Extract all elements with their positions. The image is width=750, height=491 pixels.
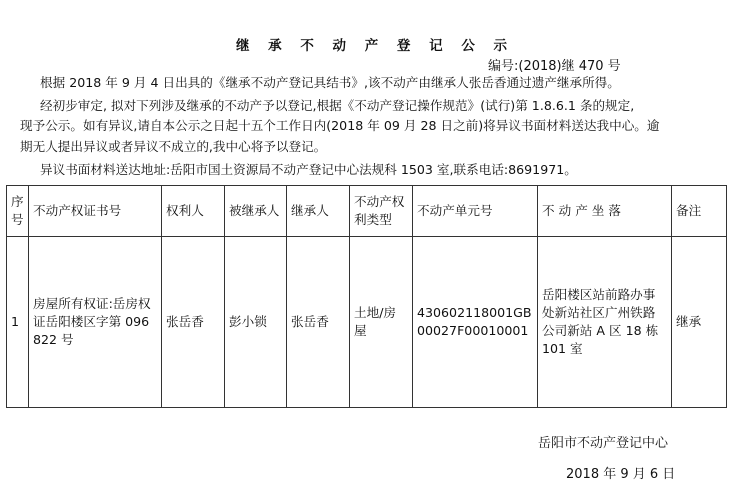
header-right-holder: 权利人 [162,186,225,237]
paragraph-no-objection: 期无人提出异议或者异议不成立的,我中心将予以登记。 [20,139,327,154]
cell-right-holder: 张岳香 [162,237,225,408]
paragraph-address: 异议书面材料送达地址:岳阳市国土资源局不动产登记中心法规科 1503 室,联系电话:8691971。 [40,162,577,177]
paragraph-objection: 现予公示。如有异议,请自本公示之日起十五个工作日内(2018 年 09 月 28 日之前)将异议书面材料送达我中心。逾 [20,118,660,133]
paragraph-basis: 根据 2018 年 9 月 4 日出具的《继承不动产登记具结书》,该不动产由继承人张岳香通过遗产继承所得。 [40,75,620,90]
table-row [7,237,727,408]
cell-decedent: 彭小锁 [225,237,287,408]
header-heir: 继承人 [287,186,350,237]
header-index: 序号 [7,186,29,237]
notice-title: 继 承 不 动 产 登 记 公 示 [235,38,515,54]
issuing-organization: 岳阳市不动产登记中心 [538,436,669,451]
cell-location: 岳阳楼区站前路办事处新站社区广州铁路公司新站 A 区 18 栋 101 室 [538,237,672,408]
document-number: 编号:(2018)继 470 号 [488,59,621,74]
cell-right-type: 土地/房屋 [350,237,413,408]
cell-index: 1 [7,237,29,408]
cell-heir: 张岳香 [287,237,350,408]
header-remark: 备注 [672,186,727,237]
issue-date: 2018 年 9 月 6 日 [566,467,676,482]
cell-remark: 继承 [672,237,727,408]
header-location: 不 动 产 坐 落 [538,186,672,237]
header-decedent: 被继承人 [225,186,287,237]
cell-unit-number: 430602118001GB00027F00010001 [413,237,538,408]
registration-table [6,185,727,408]
table-header-row [7,186,727,237]
paragraph-review: 经初步审定, 拟对下列涉及继承的不动产予以登记,根据《不动产登记操作规范》(试行)第 1.8.6.1 条的规定, [40,98,635,113]
header-unit-number: 不动产单元号 [413,186,538,237]
cell-certificate-number: 房屋所有权证:岳房权证岳阳楼区字第 096822 号 [29,237,162,408]
header-right-type: 不动产权利类型 [350,186,413,237]
header-certificate-number: 不动产权证书号 [29,186,162,237]
